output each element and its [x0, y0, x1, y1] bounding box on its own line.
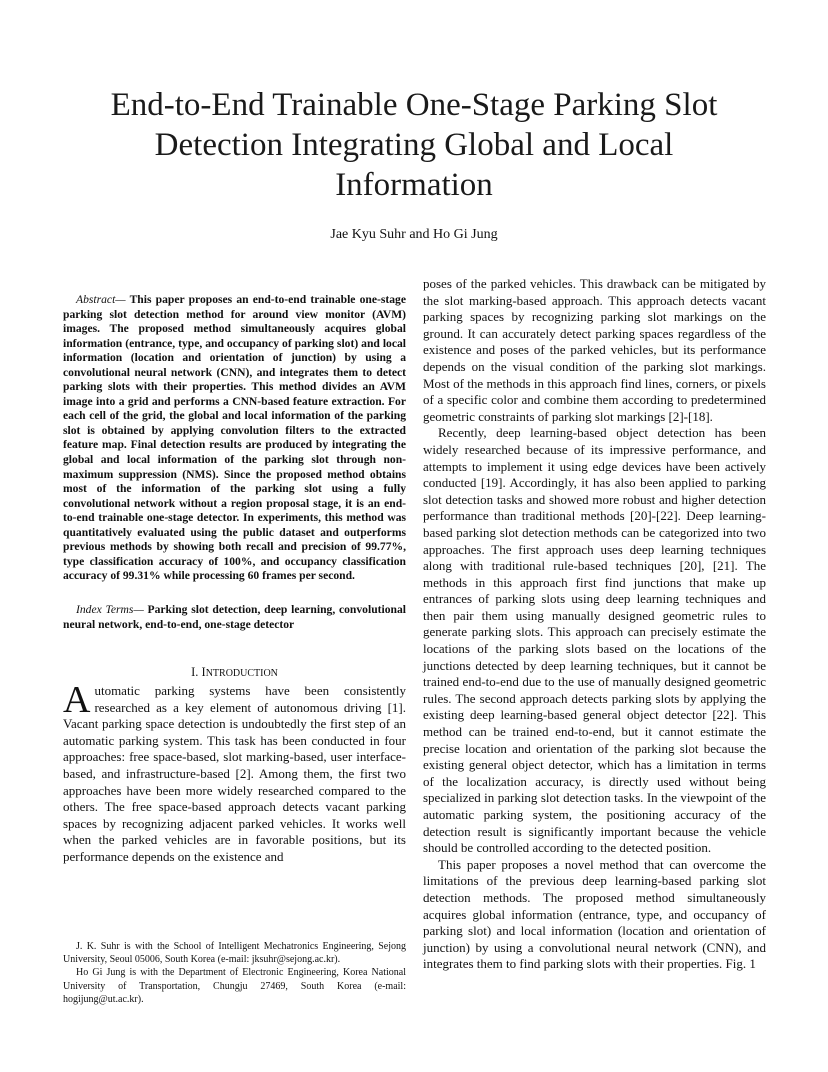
abstract-paragraph [63, 293, 406, 584]
intro-paragraph [63, 679, 406, 866]
footnote: J. K. Suhr is with the School of Intelligent Mechatronics Engineering, Sejong University, Seoul 05006, South Korea (e-mail: jksuhr@sejong.ac.kr). [63, 941, 406, 966]
author-list: Jae Kyu Suhr and Ho Gi Jung [330, 227, 498, 242]
body-paragraph: Recently, deep learning-based object detection has been widely researched because of its impressive performance, and attempts to implement it using edge devices have been actively conducted [19]. Accordingly, it has also been applied to parking slot detection tasks and showed more robust and higher detection performance than traditional methods [20]-[22]. Deep learning-based parking slot detection methods can be categorized into two approaches. The first approach uses deep learning techniques along with traditional rule-based techniques [20], [21]. The methods in this approach first find junctions that make up entrances of parking slots using deep learning techniques and then pair them using manually designed geometric rules to generate parking slots. This approach can precisely estimate the locations of the parking slots based on the locations of the junctions detected by deep learning techniques, but it cannot be trained end-to-end due to the use of manually designed geometric rules. The second approach detects parking slots by applying the existing deep learning-based general object detector [22]. This method can be trained end-to-end, but it cannot estimate the precise location and orientation of the parking slot because the existing general object detector, which has a limitation in terms of the localization accuracy, is directly used without being specialized in parking slot detection tasks. In the viewpoint of the automatic parking system, the positioning accuracy of the detection result is significantly important because the vehicle should be controlled according to the detected position. [423, 425, 766, 856]
body-paragraph: This paper proposes a novel method that can overcome the limitations of the previous deep learning-based parking slot detection methods. The proposed method simultaneously acquires global information (entrance, type, and occupancy of parking slot) and local information (location and orientation of junction) by using a convolutional neural network (CNN), and integrates them to find parking slots with their properties. Fig. 1 [423, 856, 766, 972]
abstract-label: Abstract— [76, 293, 126, 306]
section-heading [63, 665, 406, 680]
body-paragraph: poses of the parked vehicles. This drawback can be mitigated by the slot marking-based approach. This approach detects vacant parking spaces by recognizing parking slot markings on the ground. It can accurately detect parking spaces regardless of the existence and poses of the parked vehicles, but its performance depends on the visual condition of the parking slot markings. Most of the methods in this approach find lines, corners, or pixels of a specific color and combine them according to predetermined geometric constraints of parking slot markings [2]-[18]. [423, 276, 766, 424]
section-title-rest: NTRODUCTION [205, 668, 278, 679]
index-terms-paragraph [63, 603, 406, 632]
index-terms-label: Index Terms— [76, 603, 144, 616]
footnotes [63, 940, 406, 1006]
intro-text: utomatic parking systems have been consistently researched as a key element of autonomous driving [1]. Vacant parking space detection is undoubtedly the first step of an automatic parking system. This task has been conducted in four approaches: free space-based, slot marking-based, user interface-based, and infrastructure-based [2]. Among them, the first two approaches have been more widely researched compared to the others. The free space-based approach detects vacant parking spaces by recognizing adjacent parked vehicles. It works well when the parked vehicles are in favorable positions, but its performance depends on the existence and [63, 683, 406, 864]
index-terms-text: Parking slot detection, deep learning, convolutional neural network, end-to-end, one-stage detector [63, 603, 406, 631]
index-terms [63, 603, 406, 632]
footnote: Ho Gi Jung is with the Department of Electronic Engineering, Korea National University of Transportation, Chungju 27469, South Korea (e-mail: hogijung@ut.ac.kr). [63, 967, 406, 1005]
abstract-text: This paper proposes an end-to-end trainable one-stage parking slot detection method for around view monitor (AVM) images. The proposed method simultaneously acquires global information (entrance, type, and occupancy of parking slot) and local information (location and orientation of junction) by using a convolutional neural network (CNN), and integrates them to detect parking slots with their properties. This method divides an AVM image into a grid and performs a CNN-based feature extraction. For each cell of the grid, the global and local information of the parking slot is obtained by applying convolution filters to the extracted feature map. Final detection results are produced by integrating the global and local information of the parking slot through non-maximum suppression (NMS). Since the proposed method obtains most of the information of the parking slot using a fully convolutional network without a region proposal stage, it is an end-to-end trainable one-stage detector. In experiments, this method was quantitatively evaluated using the public dataset and outperforms previous methods by showing both recall and precision of 99.77%, type classification accuracy of 100%, and occupancy classification accuracy of 99.31% while processing 60 frames per second. [63, 293, 406, 583]
drop-cap: A [63, 679, 91, 721]
section-initial: I [201, 665, 206, 679]
right-column [423, 276, 766, 973]
abstract [63, 293, 406, 584]
section-number: I. [191, 665, 199, 679]
paper-title: End-to-End Trainable One-Stage Parking Slot Detection Integrating Global and Local Information [110, 87, 718, 203]
